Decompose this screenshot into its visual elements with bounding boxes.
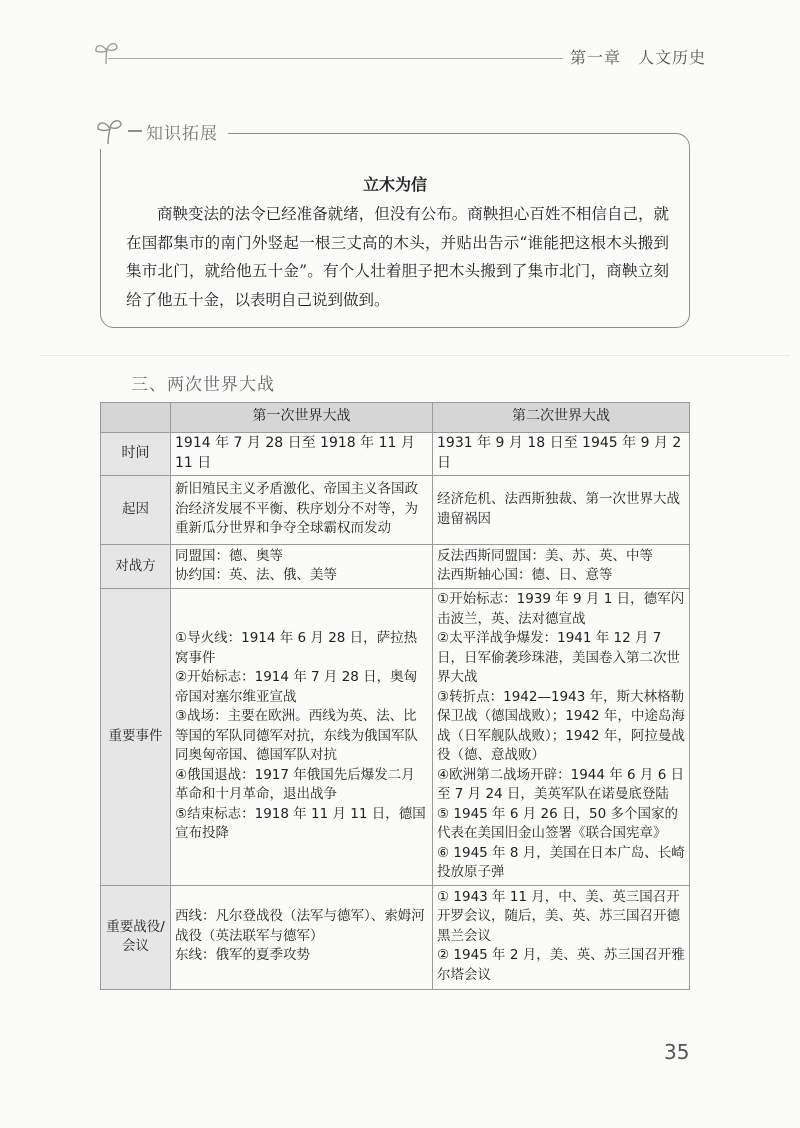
- cell-ww1: [171, 476, 433, 545]
- cell-text: ① 1943 年 11 月，中、美、英三国召开开罗会议，随后，美、英、苏三国召开德黑兰会议: [437, 888, 680, 944]
- divider: [40, 355, 790, 356]
- cell-text: 西线：凡尔登战役（法军与德军）、索姆河战役（英法联军与德军）: [175, 908, 425, 944]
- world-wars-table: [100, 402, 690, 990]
- cell-text: 反法西斯同盟国：美、苏、英、中等: [437, 547, 653, 564]
- header-cell-ww2: 第二次世界大战: [433, 403, 690, 433]
- heading-dash: [128, 130, 142, 132]
- knowledge-label: 知识拓展: [146, 123, 218, 144]
- table-header-row: [101, 403, 690, 433]
- chapter-title: 第一章 人文历史: [570, 48, 707, 67]
- cell-text: 法西斯轴心国：德、日、意等: [437, 567, 613, 583]
- cell-text: ⑥ 1945 年 8 月，美国在日本广岛、长崎投放原子弹: [437, 844, 685, 880]
- cell-text: 同盟国：德、奥等: [175, 547, 283, 564]
- cell-text: ③战场：主要在欧洲。西线为英、法、比等国的军队同德军对抗，东线为俄国军队同奥匈帝国、德国军队对抗: [175, 708, 418, 763]
- row-label: 起因: [101, 476, 171, 545]
- cell-text: ③转折点：1942—1943 年，斯大林格勒保卫战（德国战败）；1942 年，中途岛海战（日军舰队战败）；1942 年，阿拉曼战役（德、意战败）: [437, 688, 685, 763]
- cell-ww2: [433, 476, 690, 545]
- cell-text: ②太平洋战争爆发：1941 年 12 月 7 日，日军偷袭珍珠港，美国卷入第二次世界大战: [437, 630, 680, 685]
- header-cell-ww1: 第一次世界大战: [171, 403, 433, 433]
- cell-text: ①开始标志：1939 年 9 月 1 日，德军闪击波兰，英、法对德宣战: [437, 591, 685, 627]
- cell-text: 协约国：英、法、俄、美等: [175, 567, 337, 583]
- section-title: 三、两次世界大战: [131, 375, 275, 395]
- row-label: 重要战役/会议: [101, 885, 171, 989]
- cell-ww1: [171, 885, 433, 989]
- cell-ww1: [171, 433, 433, 476]
- cell-ww2: [433, 545, 690, 589]
- row-label: 对战方: [101, 545, 171, 589]
- table-row: [101, 476, 690, 545]
- cell-text: ①导火线：1914 年 6 月 28 日，萨拉热窝事件: [175, 630, 418, 666]
- row-label: 重要事件: [101, 589, 171, 886]
- cell-text: 经济危机、法西斯独裁、第一次世界大战遗留祸因: [437, 491, 680, 527]
- cell-text: 东线：俄军的夏季攻势: [175, 947, 310, 964]
- cell-text: ④俄国退战：1917 年俄国先后爆发二月革命和十月革命，退出战争: [175, 766, 415, 802]
- cell-text: ④欧洲第二战场开辟：1944 年 6 月 6 日至 7 月 24 日，美英军队在诺曼底登陆: [437, 766, 685, 802]
- cell-ww1: [171, 545, 433, 589]
- cell-ww1: [171, 589, 433, 886]
- cell-text: ②开始标志：1914 年 7 月 28 日，奥匈帝国对塞尔维亚宣战: [175, 669, 418, 705]
- sprout-icon: [92, 40, 120, 66]
- story-title: 立木为信: [362, 175, 427, 194]
- table-row: [101, 885, 690, 989]
- cell-text: ⑤ 1945 年 6 月 26 日，50 多个国家的代表在美国旧金山签署《联合国宪章》: [437, 805, 678, 841]
- sprout-icon: [92, 114, 126, 148]
- row-label: 时间: [101, 433, 171, 476]
- cell-text: 1931 年 9 月 18 日至 1945 年 9 月 2 日: [437, 435, 682, 471]
- header-rule: [108, 58, 563, 59]
- table-row: [101, 545, 690, 589]
- cell-ww2: [433, 589, 690, 886]
- page-number: 35: [664, 1040, 690, 1064]
- cell-ww2: [433, 885, 690, 989]
- knowledge-box: [100, 133, 690, 328]
- story-body: 商鞅变法的法令已经准备就绪，但没有公布。商鞅担心百姓不相信自己，就在国都集市的南门外竖起一根三丈高的木头，并贴出告示“谁能把这根木头搬到集市北门，就给他五十金”。有个人壮着胆子把木头搬到了集市北门，商鞅立刻给了他五十金，以表明自己说到做到。: [126, 205, 669, 309]
- cell-ww2: [433, 433, 690, 476]
- table-row: [101, 433, 690, 476]
- cell-text: 新旧殖民主义矛盾激化、帝国主义各国政治经济发展不平衡、秩序划分不对等，为重新瓜分世界和争夺全球霸权而发动: [175, 481, 418, 537]
- cell-text: ⑤结束标志：1918 年 11 月 11 日，德国宣布投降: [175, 805, 426, 841]
- knowledge-box-heading: [92, 113, 228, 149]
- header-cell: [101, 403, 171, 433]
- cell-text: ② 1945 年 2 月，美、英、苏三国召开雅尔塔会议: [437, 947, 685, 983]
- cell-text: 1914 年 7 月 28 日至 1918 年 11 月 11 日: [175, 435, 415, 471]
- table-row: [101, 589, 690, 886]
